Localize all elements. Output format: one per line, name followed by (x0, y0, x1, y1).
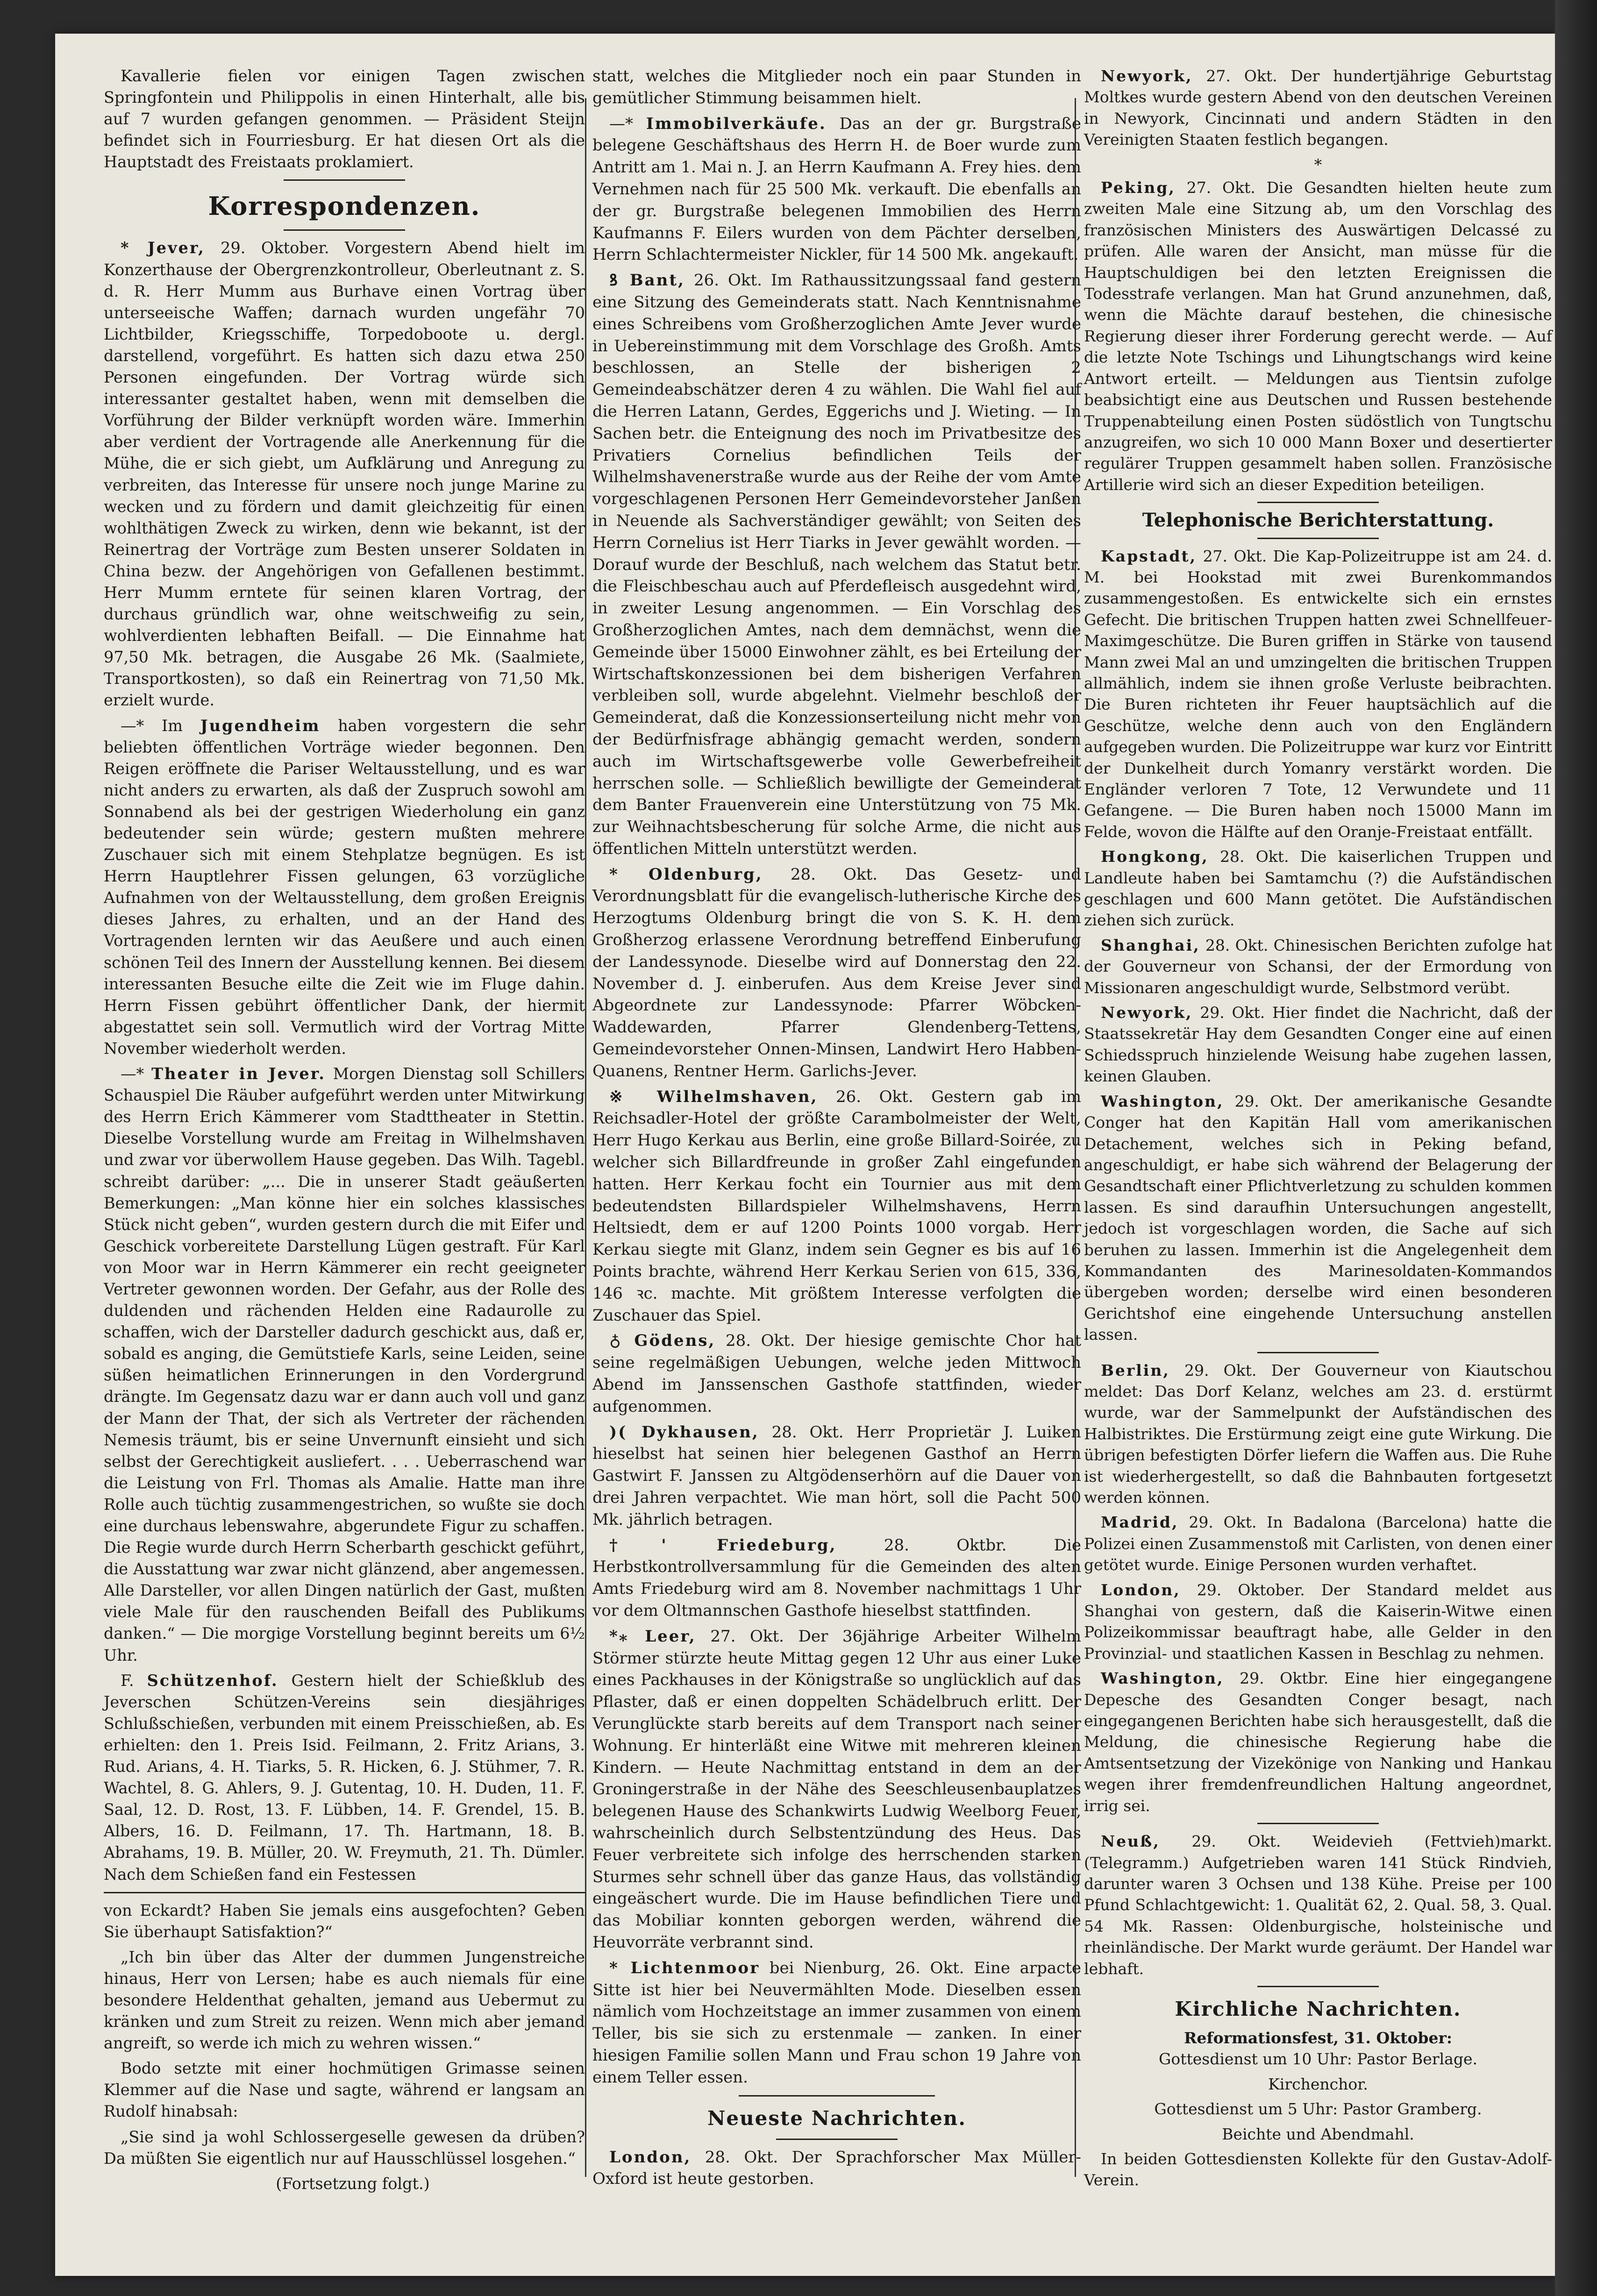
feuilleton-paragraph: Bodo setzte mit einer hochmütigen Grimasse seinen Klemmer auf die Nase und sagte, während er langsam an Rudolf hinabsah: (104, 2059, 585, 2121)
dateline: Washington, (1101, 1092, 1224, 1110)
separator (284, 179, 405, 181)
dateline: Immobilverkäufe. (646, 114, 827, 133)
column-divider (585, 98, 586, 2177)
dateline: †' Friedeburg, (609, 1535, 837, 1555)
dateline: Newyork, (1101, 1003, 1193, 1022)
article-london-2: London, 29. Oktober. Der Standard meldet aus Shanghai von gestern, daß die Kaiserin-Witwe einen Polizeikommissar beauftragt habe, alle Gelder in den Provinzial- und staatlichen Kassen in Beschlag zu nehmen. (1084, 1580, 1552, 1663)
dateline: London, (609, 2147, 692, 2167)
article-london: London, 28. Okt. Der Sprachforscher Max Müller-Oxford ist heute gestorben. (592, 2147, 1082, 2189)
article-madrid: Madrid, 29. Okt. In Badalona (Barcelona) hatte die Polizei einen Zusammenstoß mit Carlisten, von denen einer getötet wurde. Einige Personen wurden verhaftet. (1084, 1513, 1552, 1574)
article-newyork: Newyork, 27. Okt. Der hundertjährige Geburtstag Moltkes wurde gestern Abend von den deutschen Vereinen in Newyork, Cincinnati und andern Städten in den Vereinigten Staaten festlich begangen. (1084, 67, 1552, 149)
dateline: * Oldenburg, (609, 865, 763, 884)
dateline: Hongkong, (1101, 847, 1209, 866)
dateline: Berlin, (1101, 1361, 1170, 1379)
article-washington-2: Washington, 29. Oktbr. Eine hier eingegangene Depesche des Gesandten Conger besagt, nach eingegangenen Berichten habe sich herausgestellt, daß die Meldung, die chinesische Regierung habe die Amtsentsetzung der Vizekönige von Nanking und Hankau wegen ihrer fremdenfreundlichen Haltung angeordnet, irrig sei. (1084, 1669, 1552, 1815)
separator (739, 2095, 935, 2097)
article-immobilien: —* Immobilverkäufe. Das an der gr. Burgstraße belegene Geschäftshaus des Herrn H. de Boer wurde zum Antritt am 1. Mai n. J. an Herrn Kaufmann A. Frey hies. dem Vernehmen nach für 25 500 Mk. verkauft. Die ebenfalls an der gr. Burgstraße belegenen Immobilien des Herrn Kaufmanns F. Eilers wurden von dem Pächter derselben, Herrn Schlachtermeister Nickler, für 14 500 Mk. angekauft. (592, 114, 1081, 264)
church-line: Gottesdienst um 5 Uhr: Pastor Gramberg. (1154, 2100, 1482, 2118)
article-jever: * Jever, 29. Oktober. Vorgestern Abend hielt im Konzerthause der Obergrenzkontrolleur, Oberleutnant z. S. d. R. Herr Mumm aus Burhave einen Vortrag über unterseeische Waffen; darnach wurden ungefähr 70 Lichtbilder, Kriegsschiffe, Torpedoboote u. dergl. darstellend, vorgeführt. Es hatten sich dazu etwa 250 Personen eingefunden. Der Vortrag würde sich interessanter gestaltet haben, wenn mit demselben die Vorführung der Bilder verknüpft worden wäre. Immerhin aber verdient der Vortragende alle Anerkennung für die Mühe, die er sich giebt, um Aufklärung und Anregung zu verbreiten, das Interesse für unsere noch junge Marine zu wecken und zu fördern und damit gleichzeitig für einen wohlthätigen Zweck zu wirken, denn wie bekannt, ist der Reinertrag der Vorträge zum Besten unserer Soldaten in China bezw. der Angehörigen von Gefallenen bestimmt. Herr Mumm erntete für seinen klaren Vortrag, der durchaus gründlich war, ohne weitschweifig zu sein, wohlverdienten lebhaften Beifall. — Die Einnahme hat 97,50 Mk. betragen, die Ausgabe 26 Mk. (Saalmiete, Transportkosten), so daß ein Reinertrag von 71,50 Mk. erzielt wurde. (104, 239, 585, 710)
article-leer: *⁎ Leer, 27. Okt. Der 36jährige Arbeiter Wilhelm Störmer stürzte heute Mittag gegen 12 Uhr aus einer Luke eines Packhauses in der Königstraße so unglücklich auf das Pflaster, daß er einen doppelten Schädelbruch erlitt. Der Verunglückte starb bereits auf dem Transport nach seiner Wohnung. Er hinterläßt eine Witwe mit mehreren kleinen Kindern. — Heute Nachmittag entstand in dem an der Groningerstraße in der Nähe des Seeschleusenbauplatzes belegenen Hause des Schankwirts Ludwig Weelborg Feuer, wahrscheinlich durch Selbstentzündung des Heus. Das Feuer verbreitete sich infolge des herrschenden starken Sturmes sehr schnell über das ganze Haus, das vollständig eingeäschert wurde. Die im Hause befindlichen Tiere und das Mobiliar konnten geborgen werden, während die Heuvorräte verbrannt sind. (592, 1627, 1082, 1952)
article-intro: statt, welches die Mitglieder noch ein paar Stunden in gemütlicher Stimmung beisammen hielt. (592, 67, 1081, 107)
dateline: Neuß, (1101, 1832, 1160, 1851)
dateline: ꝸ Bant, (609, 271, 685, 290)
article-theater: —* Theater in Jever. Morgen Dienstag soll Schillers Schauspiel Die Räuber aufgeführt werden unter Mitwirkung des Herrn Erich Kämmerer vom Stadttheater in Stettin. Dieselbe Vorstellung wurde am Freitag in Wilhelmshaven und zwar vor überwollem Hause gegeben. Das Wilh. Tagebl. schreibt darüber: „... Die in unserer Stadt geäußerten Bemerkungen: „Man könne hier ein solches klassisches Stück nicht geben“, wurden gestern durch die mit Eifer und Geschick vorbereitete Darstellung Lügen gestraft. Für Karl von Moor war in Herrn Kämmerer ein recht geeigneter Vertreter gewonnen worden. Der Gefahr, aus der Rolle des duldenden und rächenden Helden eine Radaurolle zu schaffen, wich der Darsteller dadurch geschickt aus, daß er, sobald es anging, die Gemütstiefe Karls, seine Leiden, seine süßen heimatlichen Erinnerungen in den Vordergrund drängte. Im Gegensatz dazu war er dann auch voll und ganz der Mann der That, der sich als Vertreter der rächenden Nemesis träumt, bis er seine Unvernunft einsieht und sich selbst der Gerechtigkeit ausliefert. . . . Ueberraschend war die Leistung von Frl. Thomas als Amalie. Hatte man ihre Rolle auch tüchtig zusammengestrichen, so wußte sie doch eine durchaus lebenswahre, abgerundete Figur zu schaffen. Die Regie wurde durch Herrn Scherbarth geschickt geführt, die Ausstattung war zwar nicht glänzend, aber angemessen. Alle Darsteller, vor allen Dingen natürlich der Gast, mußten viele Male für den rauschenden Beifall des Publikums danken.“ — Die morgige Vorstellung beginnt bereits um 6½ Uhr. (104, 1065, 585, 1664)
dateline: Newyork, (1101, 67, 1193, 85)
separator (1257, 1823, 1379, 1824)
article-peking: Peking, 27. Okt. Die Gesandten hielten heute zum zweiten Male eine Sitzung ab, um den Vorschlag des französischen Ministers des Auswärtigen Delcassé zu prüfen. Alle waren der Ansicht, man müsse für die Hauptschuldigen bei den letzten Ereignissen die Todesstrafe verlangen. Man hat Grund anzunehmen, daß, wenn die Mächte darauf bestehen, die chinesische Regierung dieser ihrer Forderung gerecht werde. — Auf die letzte Note Tschings und Lihungtschangs wird keine Antwort erteilt. — Meldungen aus Tientsin zufolge beabsichtigt eine aus Deutschen und Russen bestehende Truppenabteilung einen Posten südöstlich von Tungtschu anzugreifen, wo sich 10 000 Mann Boxer und desertierter regulärer Truppen gesammelt haben sollen. Französische Artillerie wird sich an dieser Expedition beteiligen. (1084, 178, 1552, 494)
feuilleton-paragraph: „Sie sind ja wohl Schlossergeselle gewesen da drüben? Da müßten Sie eigentlich nur auf Hausschlüssel losgehen.“ (104, 2127, 585, 2168)
article-neuss: Neuß, 29. Okt. Weidevieh (Fettvieh)markt. (Telegramm.) Aufgetrieben waren 141 Stück Rindvieh, darunter waren 3 Ochsen und 138 Kühe. Preise per 100 Pfund Schlachtgewicht: 1. Qualität 62, 2. Qual. 58, 3. Qual. 54 Mk. Rassen: Oldenburgische, holsteinische und rheinländische. Der Markt wurde geräumt. Der Handel war lebhaft. (1084, 1832, 1552, 1978)
dateline: )( Dykhausen, (609, 1422, 759, 1442)
asterisk-separator: * (1314, 155, 1322, 174)
section-title: Korrespondenzen. (208, 191, 481, 221)
dateline: Theater in Jever. (151, 1065, 326, 1083)
dateline: Peking, (1101, 178, 1176, 197)
article-wilhelmshaven: ※ Wilhelmshaven, 26. Okt. Gestern gab im Reichsadler-Hotel der größte Carambolmeister der Welt, Herr Hugo Kerkau aus Berlin, eine große Billard-Soirée, zu welcher sich Billardfreunde in großer Zahl eingefunden hatten. Herr Kerkau focht ein Tournier aus mit dem bedeutendsten Billardspieler Wilhelmshavens, Herrn Heltsiedt, dem er auf 1200 Points 1000 vorgab. Herr Kerkau siegte mit Glanz, indem sein Gegner es bis auf 16 Points brachte, während Herr Kerkau Serien von 615, 336, 146 ꝛc. machte. Mit größtem Interesse verfolgten die Zuschauer das Spiel. (592, 1087, 1082, 1325)
section-title: Neueste Nachrichten. (707, 2106, 966, 2130)
church-line: In beiden Gottesdiensten Kollekte für den Gustav-Adolf-Verein. (1084, 2149, 1552, 2189)
dateline: ♁ Gödens, (609, 1331, 716, 1351)
dateline: Washington, (1101, 1669, 1224, 1688)
article-kapstadt: Kapstadt, 27. Okt. Die Kap-Polizeitruppe ist am 24. d. M. bei Hookstad mit zwei Burenkommandos zusammengestoßen. Es entwickelte sich ein ernstes Gefecht. Die britischen Truppen hatten zwei Schnellfeuer-Maximgeschütze. Die Buren griffen in Stärke von tausend Mann zwei Mal an und umzingelten die britischen Truppen allmählich, indem sie ihnen große Verluste beibrachten. Die Buren richteten ihr Feuer hauptsächlich auf die Geschütze, welche denn auch von den Engländern aufgegeben wurden. Die Polizeitruppe war kurz vor Eintritt der Dunkelheit durch Yomanry verstärkt worden. Die Engländer verloren 7 Tote, 12 Verwundete und 11 Gefangene. — Die Buren haben noch 15000 Mann im Felde, wovon die Hälfte auf den Oranje-Freistaat entfällt. (1084, 547, 1552, 841)
column-right (1084, 65, 1552, 2195)
scan-edge (1555, 0, 1597, 2296)
dateline: *⁎ Leer, (609, 1627, 696, 1646)
section-title: Kirchliche Nachrichten. (1175, 1997, 1462, 2020)
separator (1257, 502, 1379, 503)
article-oldenburg: * Oldenburg, 28. Okt. Das Gesetz- und Verordnungsblatt für die evangelisch-lutherische Kirche des Herzogtums Oldenburg bringt die von S. K. H. dem Großherzog erlassene Verordnung betreffend Einberufung der Landessynode. Dieselbe wird auf Donnerstag den 22. November d. J. einberufen. Aus dem Kreise Jever sind Abgeordnete zur Landessynode: Pfarrer Wöbcken-Waddewarden, Pfarrer Glendenberg-Tettens, Gemeindevorsteher Onnen-Minsen, Landwirt Hero Habben-Quanens, Rentner Herm. Garlichs-Jever. (592, 865, 1082, 1080)
separator (284, 229, 405, 231)
dateline: Shanghai, (1101, 936, 1200, 954)
dateline: * Lichtenmoor (609, 1958, 760, 1977)
dateline: Jugendheim (200, 716, 321, 735)
feuilleton-paragraph: „Ich bin über das Alter der dummen Jungenstreiche hinaus, Herr von Lersen; habe es auch niemals für eine besondere Heldenthat gehalten, jemand aus Uebermut zu kränken und zum Streit zu reizen. Wenn mich aber jemand angreift, so werde ich mich zu wehren wissen.“ (104, 1948, 585, 2053)
article-jugendheim: —* Im Jugendheim haben vorgestern die sehr beliebten öffentlichen Vorträge wieder begonnen. Den Reigen eröffnete die Pariser Weltausstellung, und es war nicht anders zu erwarten, als daß der Zuspruch sowohl am Sonnabend als bei der gestrigen Wiederholung ein ganz bedeutender sein würde; gestern mußten mehrere Zuschauer sich mit einem Stehplatze begnügen. Es ist Herrn Hauptlehrer Fissen gelungen, 63 vorzügliche Aufnahmen von der Weltausstellung, dem großen Ereignis dieses Jahres, zu erhalten, und an der Hand des Vortragenden lernten wir das Aeußere und auch einen schönen Teil des Innern der Ausstellung kennen. Bei diesem interessanten Besuche eilte die Zeit wie im Fluge dahin. Herrn Fissen gebührt öffentlicher Dank, der hiermit abgestattet sein soll. Vermutlich wird der Vortrag Mitte November wiederholt werden. (104, 716, 585, 1058)
article-intro: Kavallerie fielen vor einigen Tagen zwischen Springfontein und Philippolis in einen Hinterhalt, alle bis auf 7 wurden gefangen genommen. — Präsident Steijn befindet sich in Fourriesburg. Er hat diesen Ort als die Hauptstadt des Freistaats proklamiert. (104, 67, 585, 171)
article-schuetzenhof: F. Schützenhof. Gestern hielt der Schießklub des Jeverschen Schützen-Vereins sein diesjähriges Schlußschießen, verbunden mit einem Preisschießen, ab. Es erhielten: den 1. Preis Isid. Feilmann, 2. Fritz Arians, 3. Rud. Arians, 4. H. Tiarks, 5. R. Hicken, 6. J. Stühmer, 7. R. Wachtel, 8. G. Ahlers, 9. J. Gutentag, 10. H. Duden, 11. F. Saal, 12. D. Rost, 13. F. Lübben, 14. F. Grendel, 15. B. Albers, 16. D. Feilmann, 17. Th. Hartmann, 18. B. Abrahams, 19. B. Müller, 20. W. Freymuth, 21. Th. Dümler. Nach dem Schießen fand ein Festessen (104, 1671, 585, 1884)
separator (1257, 1986, 1379, 1987)
article-dykhausen: )( Dykhausen, 28. Okt. Herr Proprietär J. Luiken hieselbst hat seinen hier belegenen Gasthof an Herrn Gastwirt F. Janssen zu Altgödenserhörn auf die Dauer von drei Jahren verpachtet. Wie man hört, soll die Pacht 500 Mk. jährlich betragen. (592, 1422, 1082, 1529)
separator (776, 2139, 898, 2140)
column-left (104, 65, 585, 2198)
dateline: Kapstadt, (1101, 547, 1197, 565)
dateline: Madrid, (1101, 1513, 1179, 1532)
column-middle (592, 65, 1081, 2194)
article-goedens: ♁ Gödens, 28. Okt. Der hiesige gemischte Chor hat seine regelmäßigen Uebungen, welche jeden Mittwoch Abend im Janssenschen Gasthofe stattfinden, wieder aufgenommen. (592, 1331, 1081, 1416)
feuilleton-separator (104, 1892, 585, 1893)
separator (1257, 538, 1379, 539)
church-line: Kirchenchor. (1268, 2075, 1368, 2093)
article-washington: Washington, 29. Okt. Der amerikanische Gesandte Conger hat den Kapitän Hall vom amerikanischen Detachement, welches sich in Peking befand, angeschuldigt, er habe sich während der Belagerung der Gesandtschaft einer Pflichtverletzung zu schulden kommen lassen. Es sind daraufhin Untersuchungen angestellt, jedoch ist vorgeschlagen worden, die Sache auf sich beruhen zu lassen. Immerhin ist die Angelegenheit dem Kommandanten des Marinesoldaten-Kommandos übergeben worden; derselbe wird einen besonderen Gerichtshof eine eingehende Untersuchung anstellen lassen. (1084, 1092, 1552, 1344)
dateline: * Jever, (121, 239, 205, 257)
church-subtitle: Reformationsfest, 31. Oktober: (1183, 2028, 1453, 2047)
dateline: ※ Wilhelmshaven, (609, 1087, 818, 1106)
continuation-note: (Fortsetzung folgt.) (276, 2174, 430, 2193)
article-bant: ꝸ Bant, 26. Okt. Im Rathaussitzungssaal fand gestern eine Sitzung des Gemeinderats statt. Nach Kenntnisnahme eines Schreibens vom Großherzoglichen Amte Jever wurde in Uebereinstimmung mit dem Vorschlage des Großh. Amts beschlossen, an Stelle der bisherigen 2 Gemeindeabschätzer deren 4 zu wählen. Die Wahl fiel auf die Herren Latann, Gerdes, Eggerichs und J. Wieting. — In Sachen betr. die Enteignung des noch im Privatbesitze des Privatiers Cornelius befindlichen Teils der Wilhelmshavenerstraße wurde aus der Reihe der vom Amte vorgeschlagenen Personen Herr Gemeindevorsteher Janßen in Neuende als Sachverständiger gewählt; von Seiten des Herrn Cornelius ist Herr Tiarks in Jever gewählt worden. — Dorauf wurde der Beschluß, nach welchem das Statut betr. die Fleischbeschau auch auf Pferdefleisch ausgedehnt wird, in zweiter Lesung angenommen. — Ein Vorschlag des Großherzoglichen Amtes, nach dem demnächst, wenn die Gemeinde über 15000 Einwohner zählt, es bei Erteilung der Wirtschaftskonzessionen bei dem bisherigen Verfahren verbleiben soll, wurde abgelehnt. Vielmehr beschloß der Gemeinderat, daß die Konzessionserteilung nicht mehr von der Bedürfnisfrage abhängig gemacht werden, sondern auch im Wirtschaftsgewerbe volle Gewerbefreiheit herrschen solle. — Schließlich bewilligte der Gemeinderat dem Banter Frauenverein eine Unterstützung von 75 Mk. zur Weihnachtsbescherung für solche Arme, die nicht aus öffentlichen Mitteln unterstützt werden. (592, 271, 1081, 858)
separator (1257, 1352, 1379, 1353)
article-lichtenmoor: * Lichtenmoor bei Nienburg, 26. Okt. Eine arpacte Sitte ist hier bei Neuvermählten Mode. Dieselben essen nämlich vom Hochzeitstage an immer zusammen von einem Teller, bis sie sich zu erstenmale — zanken. In einer hiesigen Familie sollen Mann und Frau schon 19 Jahre von einem Teller essen. (592, 1958, 1081, 2087)
feuilleton-paragraph: von Eckardt? Haben Sie jemals eins ausgefochten? Geben Sie überhaupt Satisfaktion?“ (104, 1901, 585, 1941)
article-friedeburg: †' Friedeburg, 28. Oktbr. Die Herbstkontrollversammlung für die Gemeinden des alten Amts Friedeburg wird am 8. November nachmittags 1 Uhr vor dem Oltmannschen Gasthofe hieselbst stattfinden. (592, 1535, 1082, 1620)
dateline: Schützenhof. (147, 1671, 278, 1690)
church-line: Beichte und Abendmahl. (1222, 2125, 1414, 2143)
feuilleton (104, 1900, 585, 2195)
article-shanghai: Shanghai, 28. Okt. Chinesischen Berichten zufolge hat der Gouverneur von Schansi, der der Ermordung von Missionaren angeschuldigt wurde, Selbstmord verübt. (1084, 936, 1552, 997)
article-newyork-2: Newyork, 29. Okt. Hier findet die Nachricht, daß der Staatssekretär Hay dem Gesandten Conger eine auf einen Schiedsspruch hinzielende Weisung habe zugehen lassen, keinen Glauben. (1084, 1003, 1552, 1086)
section-title: Telephonische Berichterstattung. (1142, 509, 1494, 532)
article-hongkong: Hongkong, 28. Okt. Die kaiserlichen Truppen und Landleute haben bei Samtamchu (?) die Aufständischen geschlagen und 600 Mann getötet. Die Aufständischen ziehen sich zurück. (1084, 847, 1552, 930)
dateline: London, (1101, 1580, 1181, 1599)
church-line: Gottesdienst um 10 Uhr: Pastor Berlage. (1159, 2050, 1477, 2069)
article-berlin: Berlin, 29. Okt. Der Gouverneur von Kiautschou meldet: Das Dorf Kelanz, welches am 23. d. erstürmt wurde, war der Sammelpunkt der Aufständischen des Halbistriktes. Die Erstürmung zeigt eine gute Wirkung. Die übrigen befestigten Dörfer liefern die Waffen aus. Die Ruhe ist wiederhergestellt, so daß die Bahnbauten fortgesetzt werden können. (1084, 1361, 1552, 1507)
